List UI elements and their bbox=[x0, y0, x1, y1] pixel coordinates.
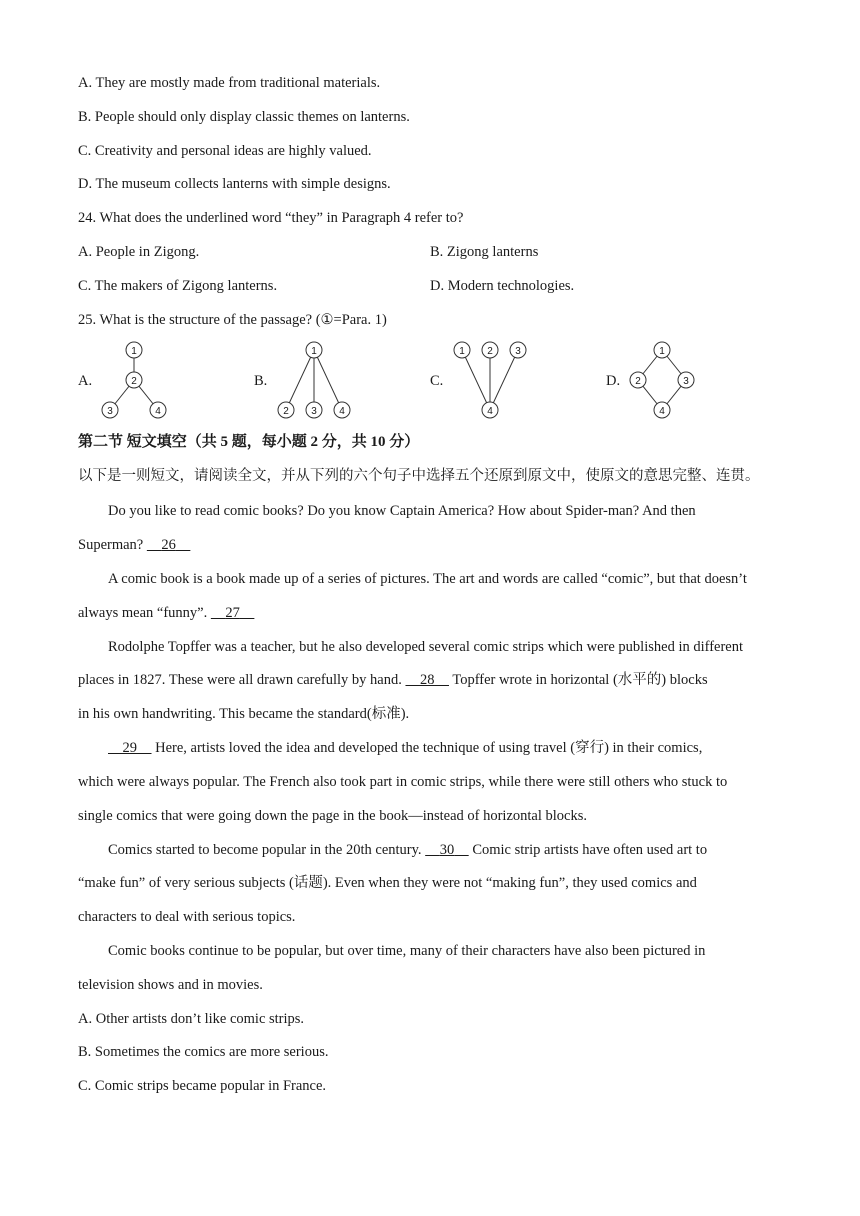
svg-text:1: 1 bbox=[459, 346, 465, 357]
svg-text:3: 3 bbox=[683, 376, 689, 387]
passage-line: A comic book is a book made up of a series of pictures. The art and words are called “comic”, but that doesn’t bbox=[108, 571, 747, 587]
q25-option-d-label: D. bbox=[606, 373, 621, 389]
diagram-node bbox=[150, 402, 166, 418]
diagram-node bbox=[654, 402, 670, 418]
sentence-option-a: A. Other artists don’t like comic strips. bbox=[78, 1011, 305, 1027]
passage-line: which were always popular. The French also took part in comic strips, while there were still others who stuck to bbox=[78, 774, 728, 790]
diagram-node bbox=[102, 402, 118, 418]
structure-diagram-d bbox=[624, 340, 704, 422]
q24-option-b: B. Zigong lanterns bbox=[430, 244, 539, 260]
diagram-node bbox=[482, 402, 498, 418]
passage-line: Do you like to read comic books? Do you know Captain America? How about Spider-man? And then bbox=[108, 503, 696, 519]
q24-option-c: C. The makers of Zigong lanterns. bbox=[78, 278, 278, 294]
q23-option-c: C. Creativity and personal ideas are highly valued. bbox=[78, 143, 372, 159]
q25-option-a-label: A. bbox=[78, 373, 93, 389]
diagram-node bbox=[306, 402, 322, 418]
diagram-node bbox=[126, 372, 142, 388]
diagram-node bbox=[482, 342, 498, 358]
passage-line: Rodolphe Topffer was a teacher, but he also developed several comic strips which were published in different bbox=[108, 639, 743, 655]
q24-question: 24. What does the underlined word “they” in Paragraph 4 refer to? bbox=[78, 210, 464, 226]
q25-option-c-label: C. bbox=[430, 373, 444, 389]
structure-diagram-a bbox=[98, 340, 178, 422]
structure-diagram-b bbox=[276, 340, 356, 422]
section-heading: 第二节 短文填空（共 5 题，每小题 2 分，共 10 分） bbox=[78, 434, 420, 450]
passage-line: 29 Here, artists loved the idea and developed the technique of using travel (穿行) in their comics, bbox=[108, 739, 702, 757]
passage-line: “make fun” of very serious subjects (话题). Even when they were not “making fun”, they used comics and bbox=[78, 875, 697, 891]
svg-text:4: 4 bbox=[659, 406, 665, 417]
passage-line: television shows and in movies. bbox=[78, 977, 263, 993]
q23-option-a: A. They are mostly made from traditional materials. bbox=[78, 75, 381, 91]
passage-line: Superman? 26 bbox=[78, 536, 190, 554]
passage-line: Comic books continue to be popular, but over time, many of their characters have also been pictured in bbox=[108, 943, 706, 959]
blank-26: 26 bbox=[161, 537, 176, 553]
blank-30: 30 bbox=[439, 842, 455, 858]
svg-text:2: 2 bbox=[487, 346, 493, 357]
passage-line: characters to deal with serious topics. bbox=[78, 909, 296, 925]
svg-text:2: 2 bbox=[635, 376, 641, 387]
sentence-option-c: C. Comic strips became popular in France. bbox=[78, 1078, 327, 1094]
svg-text:4: 4 bbox=[487, 406, 493, 417]
q23-option-d: D. The museum collects lanterns with simple designs. bbox=[78, 176, 391, 192]
passage-line: places in 1827. These were all drawn carefully by hand. 28 Topffer wrote in horizontal (水平的) blocks bbox=[78, 672, 708, 688]
passage-line: Comics started to become popular in the 20th century. 30 Comic strip artists have often used art to bbox=[108, 842, 708, 858]
svg-text:1: 1 bbox=[659, 346, 665, 357]
q24-option-d: D. Modern technologies. bbox=[430, 278, 575, 294]
diagram-node bbox=[654, 342, 670, 358]
q25-option-b-label: B. bbox=[254, 373, 268, 389]
diagram-node bbox=[454, 342, 470, 358]
svg-text:3: 3 bbox=[515, 346, 521, 357]
svg-text:3: 3 bbox=[311, 406, 317, 417]
q24-option-a: A. People in Zigong. bbox=[78, 244, 200, 260]
structure-diagram-c bbox=[452, 340, 532, 422]
diagram-node bbox=[334, 402, 350, 418]
svg-text:4: 4 bbox=[155, 406, 161, 417]
blank-28: 28 bbox=[419, 672, 435, 688]
passage-line: always mean “funny”. 27 bbox=[78, 604, 254, 622]
svg-text:4: 4 bbox=[339, 406, 345, 417]
section-instruction: 以下是一则短文，请阅读全文，并从下列的六个句子中选择五个还原到原文中，使原文的意思完整、连贯。 bbox=[78, 468, 760, 484]
q25-question: 25. What is the structure of the passage? (①=Para. 1) bbox=[78, 312, 387, 328]
diagram-node bbox=[126, 342, 142, 358]
diagram-node bbox=[678, 372, 694, 388]
diagram-node bbox=[306, 342, 322, 358]
diagram-node bbox=[510, 342, 526, 358]
blank-29: 29 bbox=[122, 740, 137, 756]
sentence-option-b: B. Sometimes the comics are more serious. bbox=[78, 1044, 329, 1060]
diagram-node bbox=[630, 372, 646, 388]
blank-27: 27 bbox=[225, 605, 240, 621]
svg-text:1: 1 bbox=[131, 346, 137, 357]
svg-text:2: 2 bbox=[283, 406, 289, 417]
svg-text:2: 2 bbox=[131, 376, 137, 387]
diagram-node bbox=[278, 402, 294, 418]
svg-text:1: 1 bbox=[311, 346, 317, 357]
passage-line: in his own handwriting. This became the standard(标准). bbox=[78, 706, 410, 722]
svg-text:3: 3 bbox=[107, 406, 113, 417]
passage-line: single comics that were going down the page in the book—instead of horizontal blocks. bbox=[78, 808, 587, 824]
q23-option-b: B. People should only display classic themes on lanterns. bbox=[78, 109, 410, 125]
